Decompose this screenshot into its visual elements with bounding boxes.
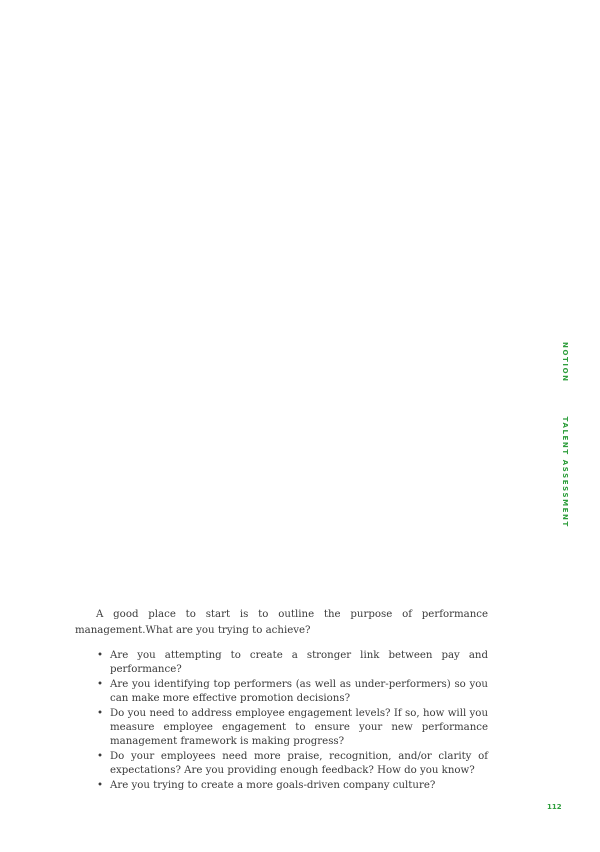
list-item: • Are you trying to create a more goals-driven company culture?: [110, 779, 488, 793]
body-text: [75, 607, 488, 793]
running-header-vertical: [561, 342, 569, 528]
list-item: • Do your employees need more praise, recognition, and/or clarity of expectations? Are you providing enough feedback? How do you know?: [110, 750, 488, 779]
list-item: • Are you identifying top performers (as well as under-performers) so you can make more effective promotion decisions?: [110, 678, 488, 707]
brand-label: NOTION: [561, 342, 569, 383]
page-number: 112: [547, 803, 562, 811]
intro-paragraph: A good place to start is to outline the purpose of performance management.What are you trying to achieve?: [75, 609, 488, 636]
question-list: [75, 649, 488, 793]
section-label: TALENT ASSESSMENT: [561, 416, 569, 528]
list-item: • Are you attempting to create a stronger link between pay and performance?: [110, 649, 488, 678]
list-item: • Do you need to address employee engagement levels? If so, how will you measure employee engagement to ensure your new performance management framework is making progress?: [110, 707, 488, 750]
